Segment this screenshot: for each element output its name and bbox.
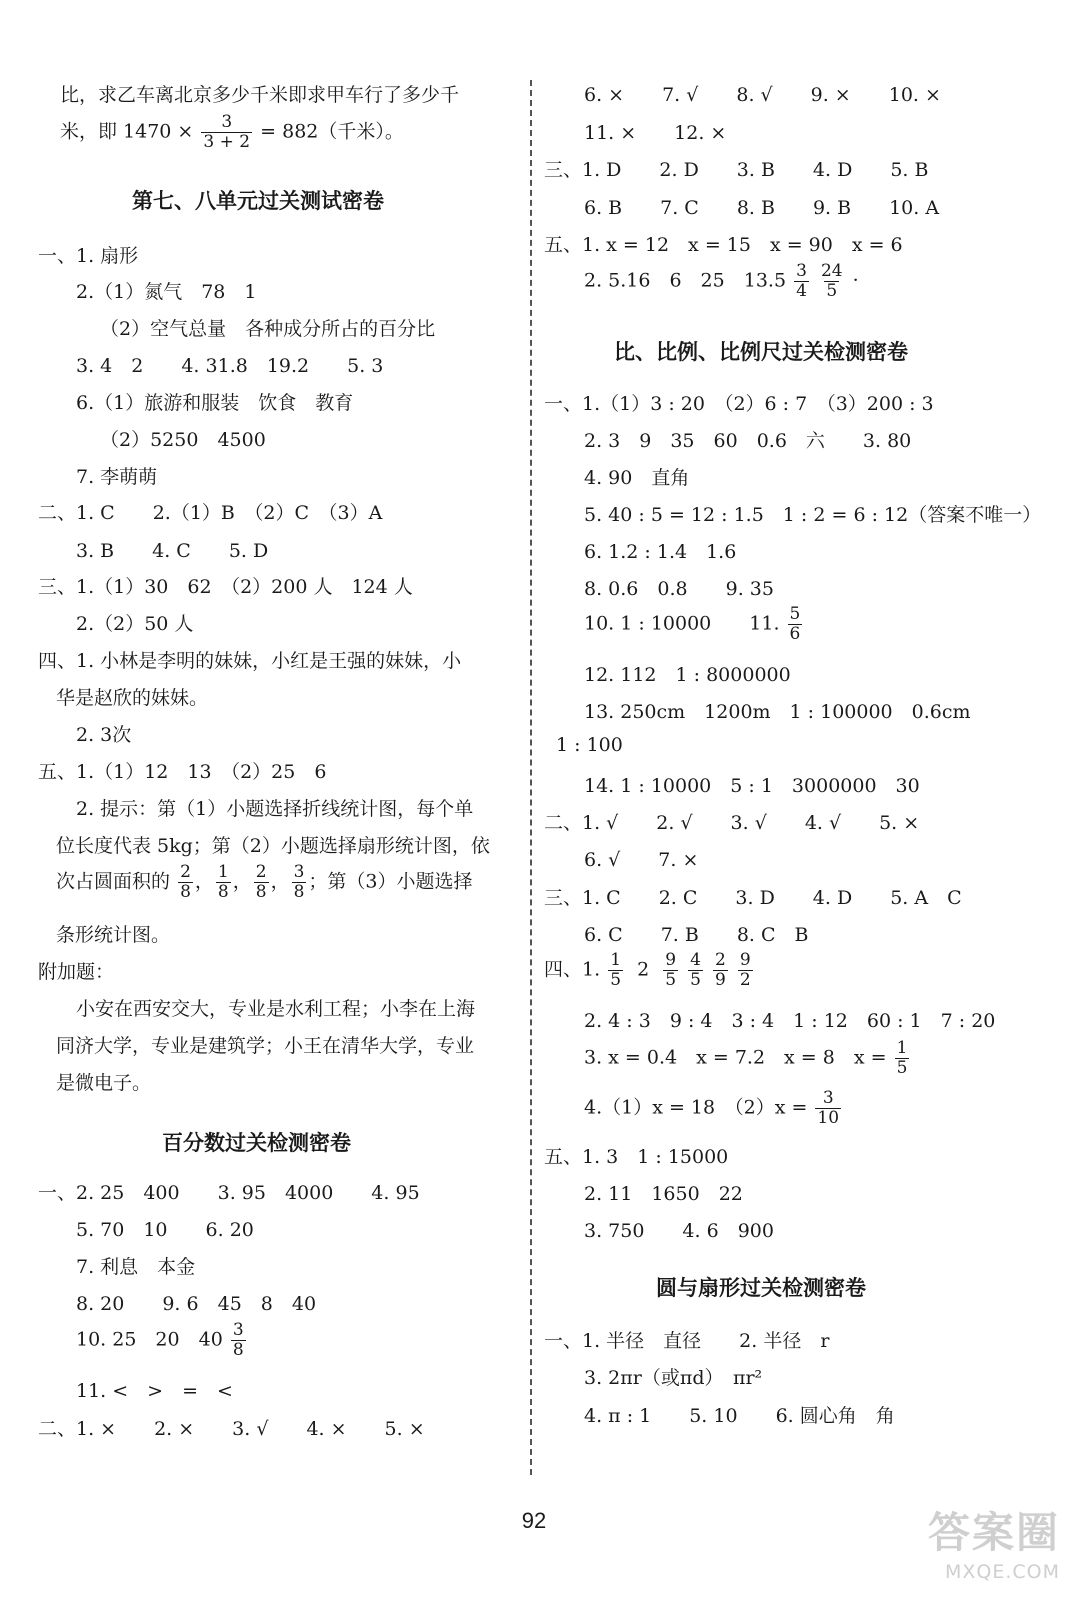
answer-line: 2. 4 : 3 9 : 4 3 : 4 1 : 12 60 : 1 7 : 20 [584,1010,996,1032]
answer-line: 7. 李萌萌 [76,466,158,488]
fraction-numerator: 2 [715,950,726,970]
answer-line: 3. 2πr（或πd） πr² [584,1367,763,1389]
fraction-denominator: 6 [789,624,801,644]
answer-text: 3. x = 0.4 x = 7.2 x = 8 x = [584,1046,887,1069]
answer-line: （2）空气总量 各种成分所占的百分比 [100,318,436,340]
answer-line: 14. 1 : 10000 5 : 1 3000000 30 [584,775,920,797]
answer-line: 8. 0.6 0.8 9. 35 [584,578,774,600]
extra-line: 小安在西安交大，专业是水利工程；小李在上海 [76,998,476,1020]
watermark-site: MXQE.COM [944,1561,1060,1583]
intro-line-2 [60,114,404,151]
answer-line: 一、1. 半径 直径 2. 半径 r [544,1330,830,1352]
answer-line: 12. 112 1 : 8000000 [584,664,791,686]
answer-line: 6. √ 7. × [584,849,699,871]
answer-line: 2. 3次 [76,724,132,746]
answer-text: 4.（1）x = 18 （2）x = [584,1096,808,1119]
fraction-denominator: 8 [232,1340,244,1360]
answer-line: 一、1. 扇形 [38,245,139,267]
extra-line: 是微电子。 [56,1072,152,1094]
fraction-denominator: 5 [610,970,622,990]
fraction-numerator: 3 [293,862,305,882]
answer-line: 二、1. C 2.（1）B （2）C （3）A [38,502,383,524]
fraction-denominator: 4 [796,281,807,301]
answer-line: 条形统计图。 [56,924,171,946]
intro-line-1: 比，求乙车离北京多少千米即求甲车行了多少千 [60,84,460,106]
answer-text: 四、1. [544,958,601,981]
fraction-numerator: 2 [255,862,267,882]
answer-line: 11. × 12. × [584,122,727,144]
answer-line: 6. C 7. B 8. C B [584,924,809,946]
answer-line: 6. 1.2 : 1.4 1.6 [584,541,737,563]
answer-line: 1 : 100 [556,734,623,756]
answer-line: 2.（2）50 人 [76,613,194,635]
fraction [819,263,845,300]
answer-line: 2. 11 1650 22 [584,1183,743,1205]
answer-line: 三、1. C 2. C 3. D 4. D 5. A C [544,887,962,909]
answer-line: 位长度代表 5kg；第（2）小题选择扇形统计图，依 [56,835,490,857]
page-number: 92 [521,1508,547,1533]
fraction-denominator: 8 [255,882,267,902]
answer-line: 5. 40 : 5 = 12 : 1.5 1 : 2 = 6 : 12（答案不唯一） [584,504,1042,526]
fraction-numerator: 1 [610,950,622,970]
section-title: 百分数过关检测密卷 [162,1131,351,1155]
answer-line: 3. B 4. C 5. D [76,540,269,562]
answer-text: 10. 1 : 10000 11. [584,612,780,635]
answer-line: 2. 提示：第（1）小题选择折线统计图，每个单 [76,798,474,820]
answer-line-fraction [76,1322,248,1359]
extra-line: 同济大学，专业是建筑学；小王在清华大学，专业 [56,1035,475,1057]
answer-line-fractions [544,952,755,989]
fraction-denominator: 2 [739,970,751,990]
fraction-numerator: 1 [217,862,229,882]
answer-line: 二、1. √ 2. √ 3. √ 4. √ 5. × [544,812,920,834]
answer-line: 五、1.（1）12 13 （2）25 6 [38,761,327,783]
answer-line: 一、2. 25 400 3. 95 4000 4. 95 [38,1182,420,1204]
fraction-numerator: 24 [820,261,843,281]
answer-line-fraction [584,606,804,643]
answer-line: 4. π : 1 5. 10 6. 圆心角 角 [584,1405,895,1427]
fraction [608,952,623,989]
answer-line: 5. 70 10 6. 20 [76,1219,254,1241]
intro-text: = 882（千米）。 [260,120,404,143]
answer-text: · [852,269,859,292]
answer-line: 2. 3 9 35 60 0.6 六 3. 80 [584,430,912,452]
fraction-denominator: 9 [715,970,726,990]
fraction-denominator: 5 [896,1058,908,1078]
watermark [875,1505,1060,1593]
intro-fraction [201,114,252,151]
fraction [292,864,307,901]
answer-line: 6.（1）旅游和服装 饮食 教育 [76,392,354,414]
fraction [688,952,703,989]
fraction [216,864,231,901]
answer-line-fraction [584,1040,911,1077]
fraction-denominator: 3 + 2 [203,132,251,152]
fraction-numerator: 3 [232,1320,244,1340]
answer-line: 三、1.（1）30 62 （2）200 人 124 人 [38,576,413,598]
answer-line: 7. 利息 本金 [76,1256,196,1278]
fraction [231,1322,246,1359]
answer-line: 4. 90 直角 [584,467,690,489]
answer-line: 11. < > = < [76,1380,233,1402]
answer-line: 3. 750 4. 6 900 [584,1220,774,1242]
answer-line: 五、1. 3 1 : 15000 [544,1146,729,1168]
fraction-numerator: 9 [739,950,751,970]
fraction-denominator: 8 [293,882,305,902]
section-title: 比、比例、比例尺过关检测密卷 [614,340,908,364]
section-title: 圆与扇形过关检测密卷 [656,1276,866,1300]
answer-line: 华是赵欣的妹妹。 [56,687,209,709]
answer-line: 一、1.（1）3 : 20 （2）6 : 7 （3）200 : 3 [544,393,934,415]
answer-line: 6. × 7. √ 8. √ 9. × 10. × [584,84,941,106]
fraction-denominator: 5 [665,970,677,990]
fraction-denominator: 5 [826,281,838,301]
fraction-numerator: 1 [896,1038,908,1058]
answer-line: 8. 20 9. 6 45 8 40 [76,1293,317,1315]
answer-text: ；第（3）小题选择 [308,870,473,893]
fraction [713,952,728,989]
extra-label: 附加题： [38,961,115,983]
fraction-denominator: 8 [180,882,191,902]
answer-line: 四、1. 小林是李明的妹妹，小红是王强的妹妹，小 [38,650,462,672]
intro-text: 米，即 1470 × [60,120,194,143]
fraction-numerator: 3 [822,1088,834,1108]
fraction [788,606,803,643]
column-divider [530,80,532,1475]
fraction-numerator: 3 [796,261,807,281]
fraction-denominator: 8 [217,882,229,902]
answer-text: 10. 25 20 40 [76,1328,223,1351]
fraction [794,263,809,300]
fraction-denominator: 10 [817,1108,840,1128]
fraction [178,864,193,901]
answer-line-fractions: 次占圆面积的 $\frac{2}{8}$ ， $\frac{1}{8}$ ， $\frac{2}{8}$ ， $\frac{3}{8}$ ；第（3）小题选择 [56,862,473,902]
answer-text: 2. 5.16 6 25 13.5 [584,269,787,292]
answer-line: 五、1. x = 12 x = 15 x = 90 x = 6 [544,234,903,256]
answer-text: 2 [637,958,650,981]
answer-line: 2.（1）氮气 78 1 [76,281,257,303]
fraction-numerator: 5 [789,604,801,624]
answer-line-fraction [584,263,859,300]
answer-line: 二、1. × 2. × 3. √ 4. × 5. × [38,1418,425,1440]
fraction [663,952,678,989]
answer-line: 3. 4 2 4. 31.8 19.2 5. 3 [76,355,384,377]
section-title: 第七、八单元过关测试密卷 [132,189,384,213]
answer-line: 13. 250cm 1200m 1 : 100000 0.6cm [584,701,971,723]
fraction-numerator: 2 [180,862,191,882]
answer-line: （2）5250 4500 [100,429,266,451]
fraction-numerator: 3 [221,112,233,132]
fraction [815,1090,841,1127]
fraction-numerator: 9 [665,950,677,970]
fraction-numerator: 4 [690,950,701,970]
fraction [738,952,753,989]
answer-line: 6. B 7. C 8. B 9. B 10. A [584,197,940,219]
answer-line-fraction [584,1090,843,1127]
fraction [254,864,269,901]
watermark-logo: 答案圈 [927,1508,1060,1557]
answer-text: 次占圆面积的 [56,870,171,893]
fraction [895,1040,910,1077]
answer-line: 三、1. D 2. D 3. B 4. D 5. B [544,159,929,181]
fraction-denominator: 5 [690,970,701,990]
